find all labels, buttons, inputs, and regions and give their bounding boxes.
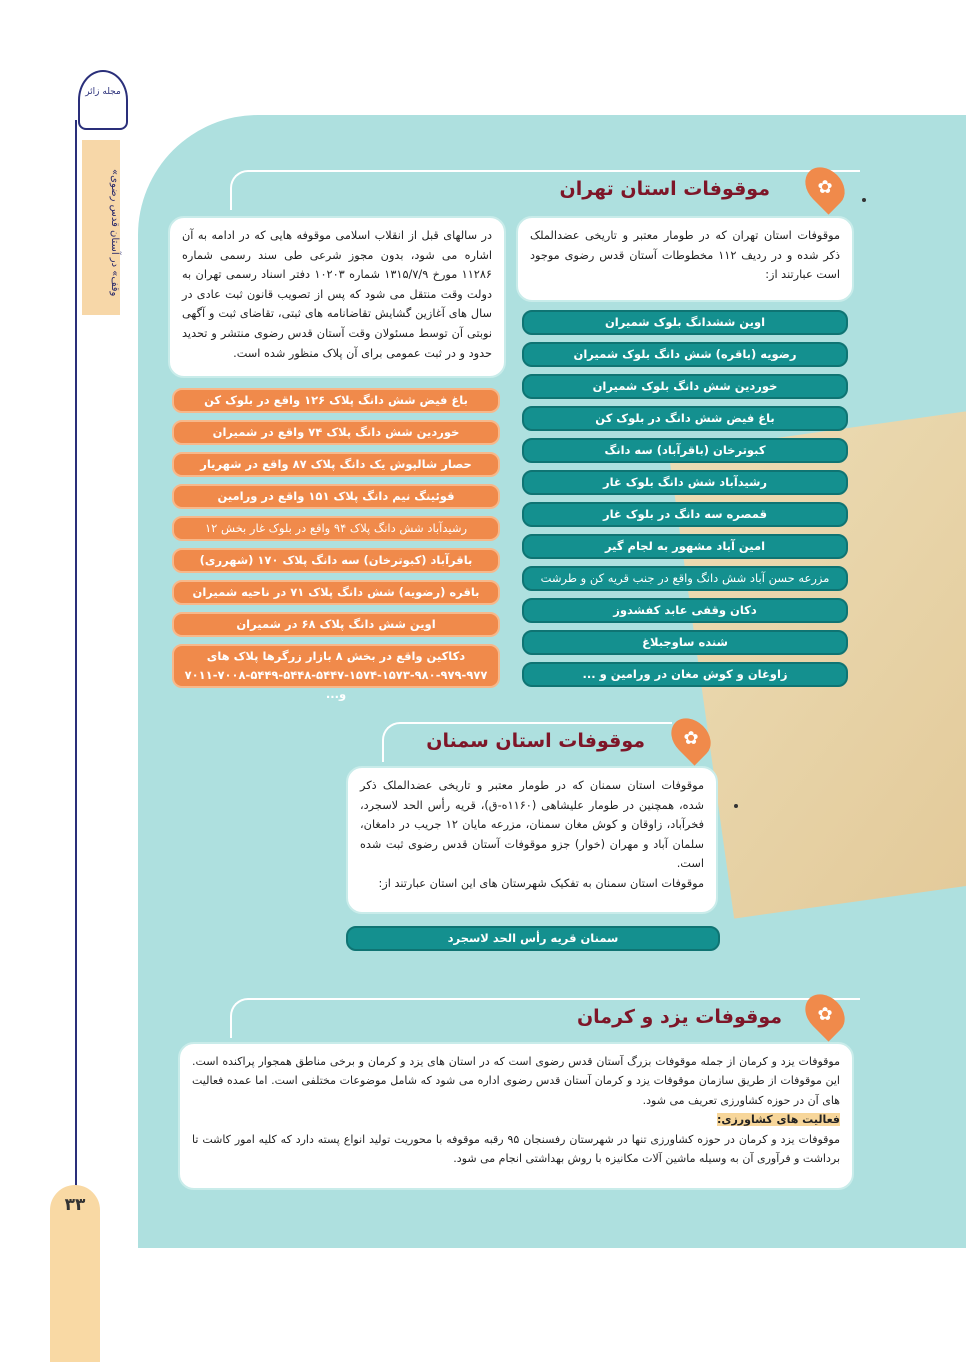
semnan-body [346,766,718,914]
tehran-intro: موقوفات استان تهران که در طومار معتبر و تاریخی عضدالملک ذکر شده و در ردیف ۱۱۲ مخطوطات آستان قدس رضوی موجود است عبارتند از: [516,216,854,302]
endowment-item: باغ فیض شش دانگ در بلوک کن [522,406,848,431]
logo-text: مجله زائر [85,87,121,97]
semnan-title: موقوفات استان سمنان [426,730,645,752]
endowment-item: شنده ساوجبلاغ [522,630,848,655]
flower-pin-icon: ✿ [663,710,718,765]
tehran-title: موقوفات استان تهران [559,178,770,200]
transferred-item: باقرآباد (کبوترخان) سه دانگ پلاک ۱۷۰ (شهرری) [172,548,500,573]
magazine-logo [78,70,128,130]
endowment-item: رشیدآباد شش دانگ بلوک غار [522,470,848,495]
yazd-title: موقوفات یزد و کرمان [576,1006,782,1028]
transferred-item: رشیدآباد شش دانگ پلاک ۹۴ واقع در بلوک غار بخش ۱۲ [172,516,500,541]
endowment-item: قمصره سه دانگ در بلوک غار [522,502,848,527]
yazd-text-2: موقوفات یزد و کرمان در حوزه کشاورزی تنها در شهرستان رفسنجان ۹۵ رقبه موقوفه با محوریت تولید انواع پسته دارد که کلیه امور کاشت تا برداشت و فرآوری آن به وسیله ماشین آلات مکانیزه با روش بهداشتی انجام می شود. [192,1132,841,1166]
yazd-text: موقوفات یزد و کرمان از جمله موقوفات بزرگ آستان قدس رضوی است که در استان های یزد و کرمان و برخی مناطق همجوار پراکنده است. این موقوفات از طریق سازمان موقوفات یزد و کرمان آستان قدس رضوی اداره می شود که شامل موضوعات مختلفی است. اما عمده فعالیت های آن در حوزه کشاورزی تعریف می شود. [192,1055,840,1107]
semnan-text: موقوفات استان سمنان که در طومار معتبر و تاریخی عضدالملک ذکر شده، همچنین در طومار علیشاهی (۱۱۶۰ه-ق)، قریه رأس الحد لاسجرد، فخرآباد، زاوقان و کوش مغان سمنان، مزرعه مایان ۱۲ جریب در دامغان، سلمان آباد و مهران (خوار) جزو موقوفات آستان قدس رضوی ثبت شده است. [360,779,704,871]
transferred-item: حصار شالپوش یک دانگ پلاک ۸۷ واقع در شهریار [172,452,500,477]
transferred-item: خوردین شش دانگ پلاک ۷۴ واقع در شمیران [172,420,500,445]
endowment-item: کبوترخان (باقرآباد) سه دانگ [522,438,848,463]
transferred-item: باغ فیض شش دانگ پلاک ۱۲۶ واقع در بلوک کن [172,388,500,413]
endowment-item: اوین ششدانگ بلوک شمیران [522,310,848,335]
transferred-item: باقره (رضویه) شش دانگ پلاک ۷۱ در ناحیه شمیران [172,580,500,605]
transferred-item: قوئینگ نیم دانگ پلاک ۱۵۱ واقع در ورامین [172,484,500,509]
section-label: «وقف» در آستان قدس رضوی [109,168,120,297]
decorative-line [75,120,77,1340]
endowment-item: مزرعه حسن آباد شش دانگ واقع در جنب قریه کن و طرشت [522,566,848,591]
endowment-item: امین آباد مشهور به لجام گیر [522,534,848,559]
endowment-item: رضویه (باقره) شش دانگ بلوک شمیران [522,342,848,367]
page-number-tab [50,1185,100,1362]
transferred-item: دکاکین واقع در بخش ۸ بازار زرگرها پلاک های ۹۷۷-۹۷۹-۹۸۰-۱۵۷۳-۱۵۷۴-۵۴۴۷-۵۴۴۸-۵۴۴۹-۷۰۰۸-۷۰۱۱ و... [172,644,500,688]
page-number: ۳۳ [64,1195,86,1215]
bullet-dot [862,198,866,202]
bullet-dot [734,804,738,808]
endowment-item: زاوغان و کوش مغان در ورامین و ... [522,662,848,687]
flower-pin-icon: ✿ [797,986,852,1041]
endowment-item: خوردین شش دانگ بلوک شمیران [522,374,848,399]
tehran-history: در سالهای قبل از انقلاب اسلامی موقوفه هایی که در ادامه به آن اشاره می شود، بدون مجوز شرعی طی سند رسمی شماره ۱۱۲۸۶ مورخ ۱۳۱۵/۷/۹ شماره ۱۰۲۰۳ دفتر اسناد رسمی تهران به دولت وقت منتقل می شود که پس از تصویب قانون ثبت عادی در سال های آغازین گشایش تقاضانامه های ثبتی، تقاضای ثبت و آگهی نوبتی آن توسط مسئولان وقت آستان قدس رضوی منتشر و تحدید حدود و در ثبت عمومی برای آن پلاک منظور شده است. [168,216,506,378]
transferred-item: اوین شش دانگ پلاک ۶۸ در شمیران [172,612,500,637]
yazd-subheading: فعالیت های کشاورزی: [716,1113,840,1127]
flower-pin-icon: ✿ [797,159,852,214]
yazd-body [178,1042,854,1190]
semnan-text-2: موقوفات استان سمنان به تفکیک شهرستان های این استان عبارتند از: [378,876,704,890]
endowment-item: دکان وقفی عابد کفشدوز [522,598,848,623]
semnan-endowment-item: سمنان قریه رأس الحد لاسجرد [346,926,720,951]
